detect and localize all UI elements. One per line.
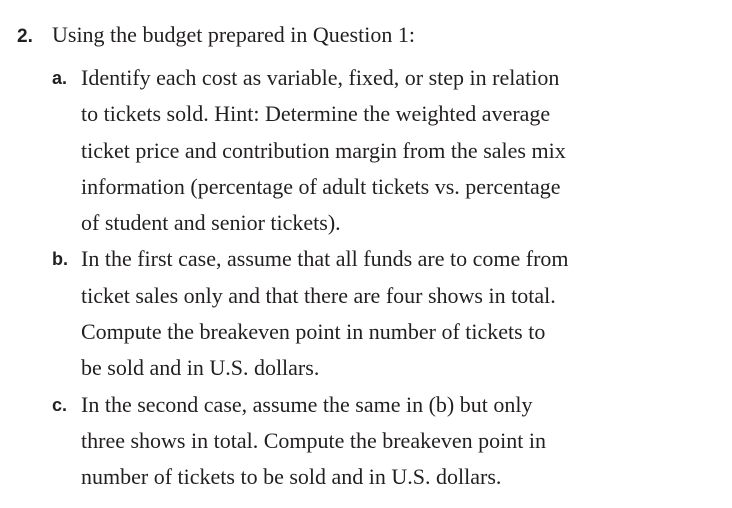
part-text (81, 387, 546, 496)
question-2 (17, 22, 717, 496)
text-line: In the first case, assume that all funds are to come from (81, 246, 569, 272)
text-line: number of tickets to be sold and in U.S. dollars. (81, 464, 502, 490)
text-line: ticket price and contribution margin from the sales mix (81, 137, 566, 163)
text-line: Compute the breakeven point in number of tickets to (81, 319, 546, 345)
part-letter: b. (52, 249, 68, 270)
text-line: information (percentage of adult tickets vs. percentage (81, 173, 561, 199)
text-line: In the second case, assume the same in (b) but only (81, 391, 533, 417)
part-a (52, 60, 717, 241)
question-number: 2. (17, 26, 33, 47)
part-letter: c. (52, 394, 68, 415)
part-text (81, 60, 566, 241)
text-line: ticket sales only and that there are four shows in total. (81, 282, 556, 308)
part-letter: a. (52, 68, 68, 88)
text-line: of student and senior tickets). (81, 210, 341, 236)
text-line: to tickets sold. Hint: Determine the weighted average (81, 101, 551, 127)
part-b (52, 241, 717, 386)
text-line: be sold and in U.S. dollars. (81, 355, 320, 381)
question-header (17, 22, 717, 60)
text-line: Identify each cost as variable, fixed, or step in relation (81, 65, 560, 90)
part-c (52, 387, 717, 496)
part-text (81, 241, 569, 386)
text-line: three shows in total. Compute the breakeven point in (81, 427, 546, 453)
question-stem: Using the budget prepared in Question 1: (52, 22, 415, 47)
